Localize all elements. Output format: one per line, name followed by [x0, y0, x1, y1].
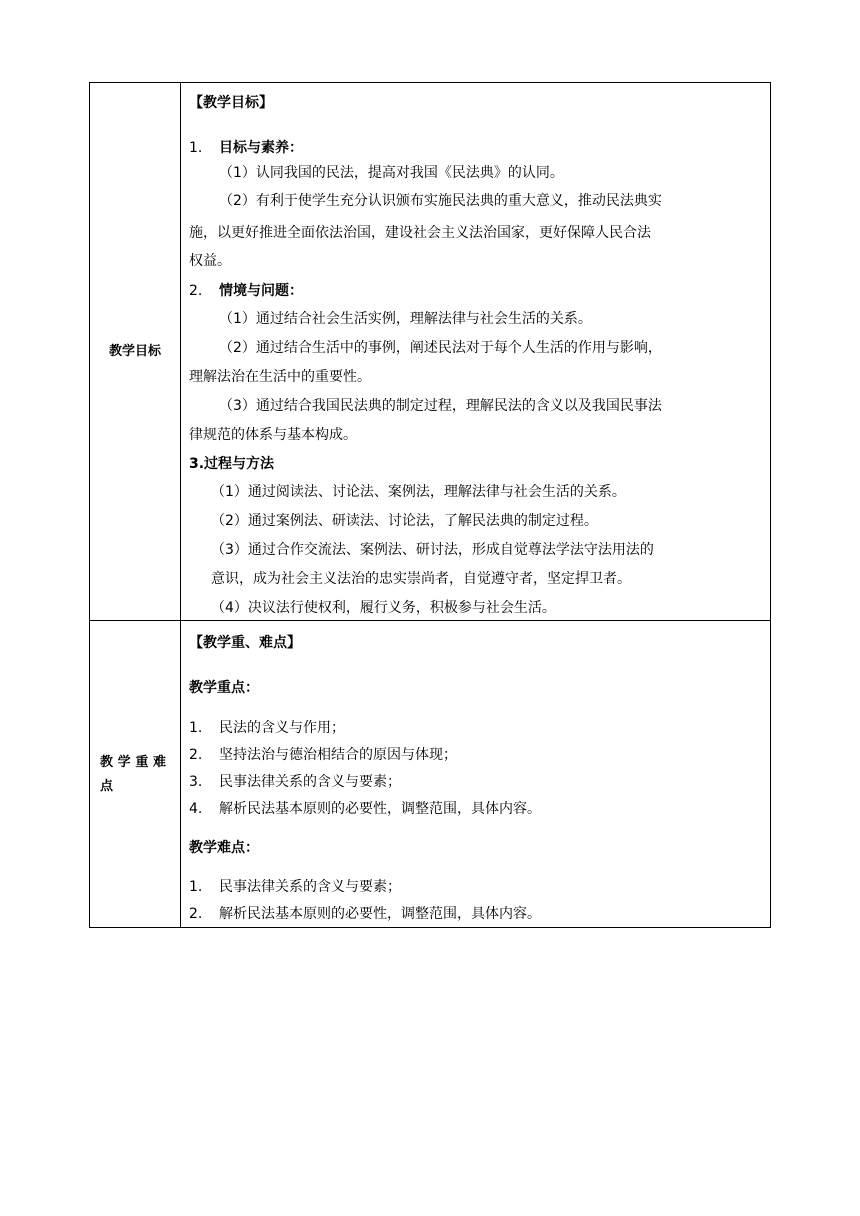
list-item-continuation: 意识，成为社会主义法治的忠实崇尚者，自觉遵守者，坚定捍卫者。	[211, 571, 631, 587]
section-title: 目标与素养：	[219, 140, 303, 156]
item-number: 1.	[189, 720, 203, 736]
section-process-methods: 3.过程与方法	[189, 456, 275, 472]
list-item: （3）通过合作交流法、案例法、研讨法，形成自觉尊法学法守法用法的	[211, 542, 654, 558]
lesson-plan-table	[89, 82, 771, 928]
key-point-item	[189, 745, 762, 765]
key-point-item	[189, 718, 762, 738]
section-number: 2.	[189, 283, 203, 299]
difficult-point-item	[189, 904, 762, 924]
objectives-heading: 【教学目标】	[189, 95, 273, 111]
item-text: 民事法律关系的含义与要素；	[219, 879, 401, 895]
section-title: 情境与问题：	[219, 283, 303, 299]
item-text: 民法的含义与作用；	[219, 720, 345, 736]
item-number: 1.	[189, 879, 203, 895]
section-context-problems	[189, 281, 762, 301]
key-point-item	[189, 772, 762, 792]
row-label-teaching-objectives	[90, 83, 180, 620]
row-label-key-difficult-points	[90, 621, 180, 928]
list-item: （2）通过结合生活中的事例，阐述民法对于每个人生活的作用与影响，	[219, 340, 662, 356]
key-point-item	[189, 799, 762, 819]
list-item: （1）通过结合社会生活实例，理解法律与社会生活的关系。	[219, 311, 592, 327]
item-number: 4.	[189, 801, 203, 817]
item-number: 2.	[189, 747, 203, 763]
key-difficult-points-content	[181, 621, 770, 928]
item-number: 2.	[189, 906, 203, 922]
row-label-text: 教学目标	[108, 343, 161, 359]
teaching-objectives-content	[181, 83, 770, 620]
item-text: 解析民法基本原则的必要性，调整范围，具体内容。	[219, 906, 541, 922]
list-item-continuation: 律规范的体系与基本构成。	[189, 427, 357, 443]
item-text: 解析民法基本原则的必要性，调整范围，具体内容。	[219, 801, 541, 817]
item-text: 坚持法治与德治相结合的原因与体现；	[219, 747, 457, 763]
list-item: （3）通过结合我国民法典的制定过程，理解民法的含义以及我国民事法	[219, 398, 662, 414]
list-item: （4）决议法行使权利，履行义务，积极参与社会生活。	[211, 600, 556, 616]
key-points-title: 教学重点：	[189, 680, 259, 696]
key-difficult-heading: 【教学重、难点】	[189, 635, 301, 651]
list-item-continuation: 权益。	[189, 253, 231, 269]
difficult-point-item	[189, 877, 762, 897]
difficult-points-title: 教学难点：	[189, 840, 259, 856]
list-item: （1）通过阅读法、讨论法、案例法，理解法律与社会生活的关系。	[211, 484, 626, 500]
list-item-continuation: 理解法治在生活中的重要性。	[189, 369, 371, 385]
section-number: 1.	[189, 140, 203, 156]
list-item: （2）通过案例法、研读法、讨论法，了解民法典的制定过程。	[211, 513, 598, 529]
item-text: 民事法律关系的含义与要素；	[219, 774, 401, 790]
item-number: 3.	[189, 774, 203, 790]
list-item: （2）有利于使学生充分认识颁布实施民法典的重大意义，推动民法典实	[219, 193, 662, 209]
section-goals-literacy	[189, 138, 762, 158]
list-item-continuation: 施，以更好推进全面依法治国，建设社会主义法治国家，更好保障人民合法	[189, 225, 651, 241]
row-label-text: 教学重难点	[100, 754, 170, 794]
list-item: （1）认同我国的民法，提高对我国《民法典》的认同。	[219, 165, 564, 181]
